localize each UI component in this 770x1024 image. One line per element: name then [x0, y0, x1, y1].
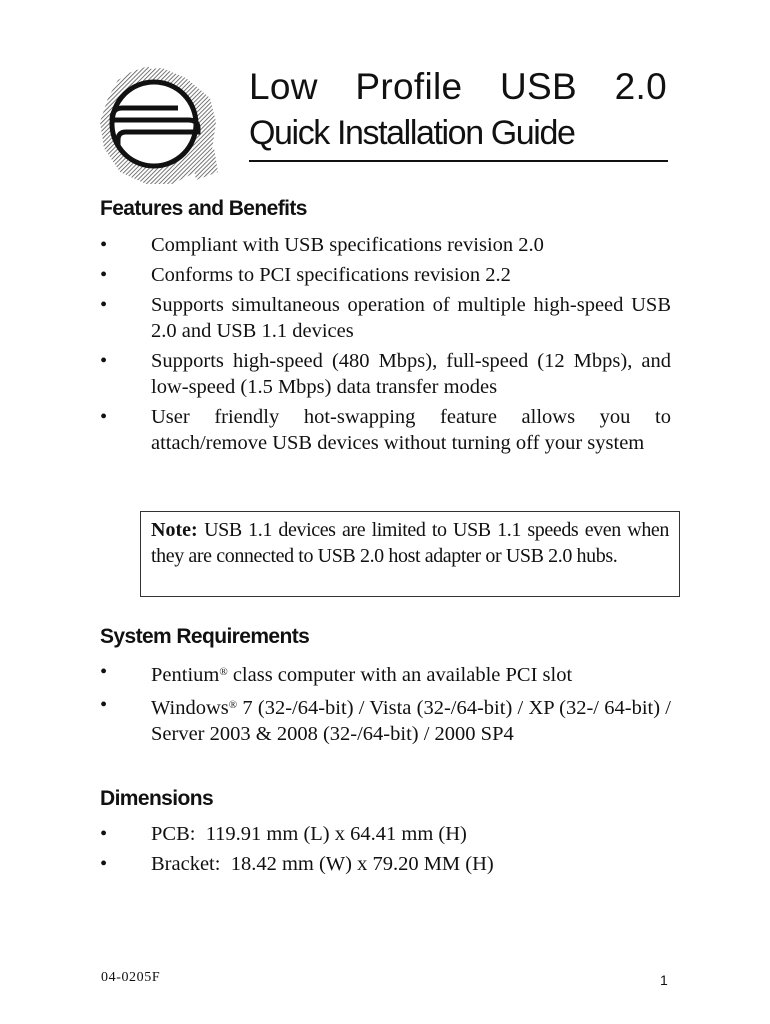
list-item: [100, 659, 671, 688]
system-requirements-heading: System Requirements: [100, 625, 310, 648]
bullet: •: [100, 264, 108, 286]
list-item-text: PCB: 119.91 mm (L) x 64.41 mm (H): [151, 823, 467, 845]
title-line-2: Quick Installation Guide: [249, 114, 575, 152]
title-word: Profile: [355, 66, 463, 107]
list-item-text: Supports simultaneous operation of multiple high-speed USB 2.0 and USB 1.1 devices: [151, 294, 671, 342]
list-item-text: 7 (32-/64-bit) / Vista (32-/64-bit) / XP (32-/ 64-bit) / Server 2003 & 2008 (32-/64-bit) / 2000 SP4: [151, 697, 671, 745]
features-heading: Features and Benefits: [100, 197, 307, 220]
list-item: [100, 292, 671, 344]
document-number: 04-0205F: [101, 970, 161, 985]
list-item: [100, 262, 671, 288]
bullet: •: [100, 661, 108, 683]
list-item: [100, 348, 671, 400]
title-word: Low: [249, 66, 318, 107]
bullet: •: [100, 823, 108, 845]
list-item-text: Compliant with USB specifications revision 2.0: [151, 234, 544, 256]
title-divider: [249, 160, 668, 162]
bullet: •: [100, 234, 108, 256]
list-item-text: Bracket: 18.42 mm (W) x 79.20 MM (H): [151, 853, 494, 875]
list-item-text: Windows: [151, 697, 229, 719]
note-label: Note:: [151, 519, 198, 541]
registered-mark: ®: [228, 699, 238, 711]
dimensions-list: [100, 821, 671, 877]
dimensions-heading: Dimensions: [100, 787, 214, 810]
registered-mark: ®: [219, 666, 228, 678]
title-word: USB: [500, 66, 577, 107]
siig-logo-icon: [96, 64, 220, 188]
list-item-text: Pentium: [151, 664, 220, 686]
list-item: [100, 851, 671, 877]
page-number: 1: [660, 972, 668, 988]
title-line-1: [249, 66, 667, 108]
list-item-text: Supports high-speed (480 Mbps), full-speed (12 Mbps), and low-speed (1.5 Mbps) data transfer modes: [151, 350, 671, 398]
list-item-text: User friendly hot-swapping feature allows you to attach/remove USB devices without turning off your system: [151, 406, 671, 454]
features-list: [100, 232, 671, 456]
bullet: •: [100, 350, 108, 372]
bullet: •: [100, 694, 108, 716]
list-item: [100, 692, 671, 747]
title-word: 2.0: [614, 66, 667, 107]
bullet: •: [100, 294, 108, 316]
list-item-text: Conforms to PCI specifications revision 2.2: [151, 264, 511, 286]
list-item: [100, 232, 671, 258]
list-item-text: class computer with an available PCI slot: [227, 664, 573, 686]
note-text: USB 1.1 devices are limited to USB 1.1 speeds even when they are connected to USB 2.0 host adapter or USB 2.0 hubs.: [151, 519, 669, 567]
bullet: •: [100, 853, 108, 875]
bullet: •: [100, 406, 108, 428]
note-box: [140, 511, 680, 597]
list-item: [100, 821, 671, 847]
system-requirements-list: [100, 659, 671, 747]
list-item: [100, 404, 671, 456]
